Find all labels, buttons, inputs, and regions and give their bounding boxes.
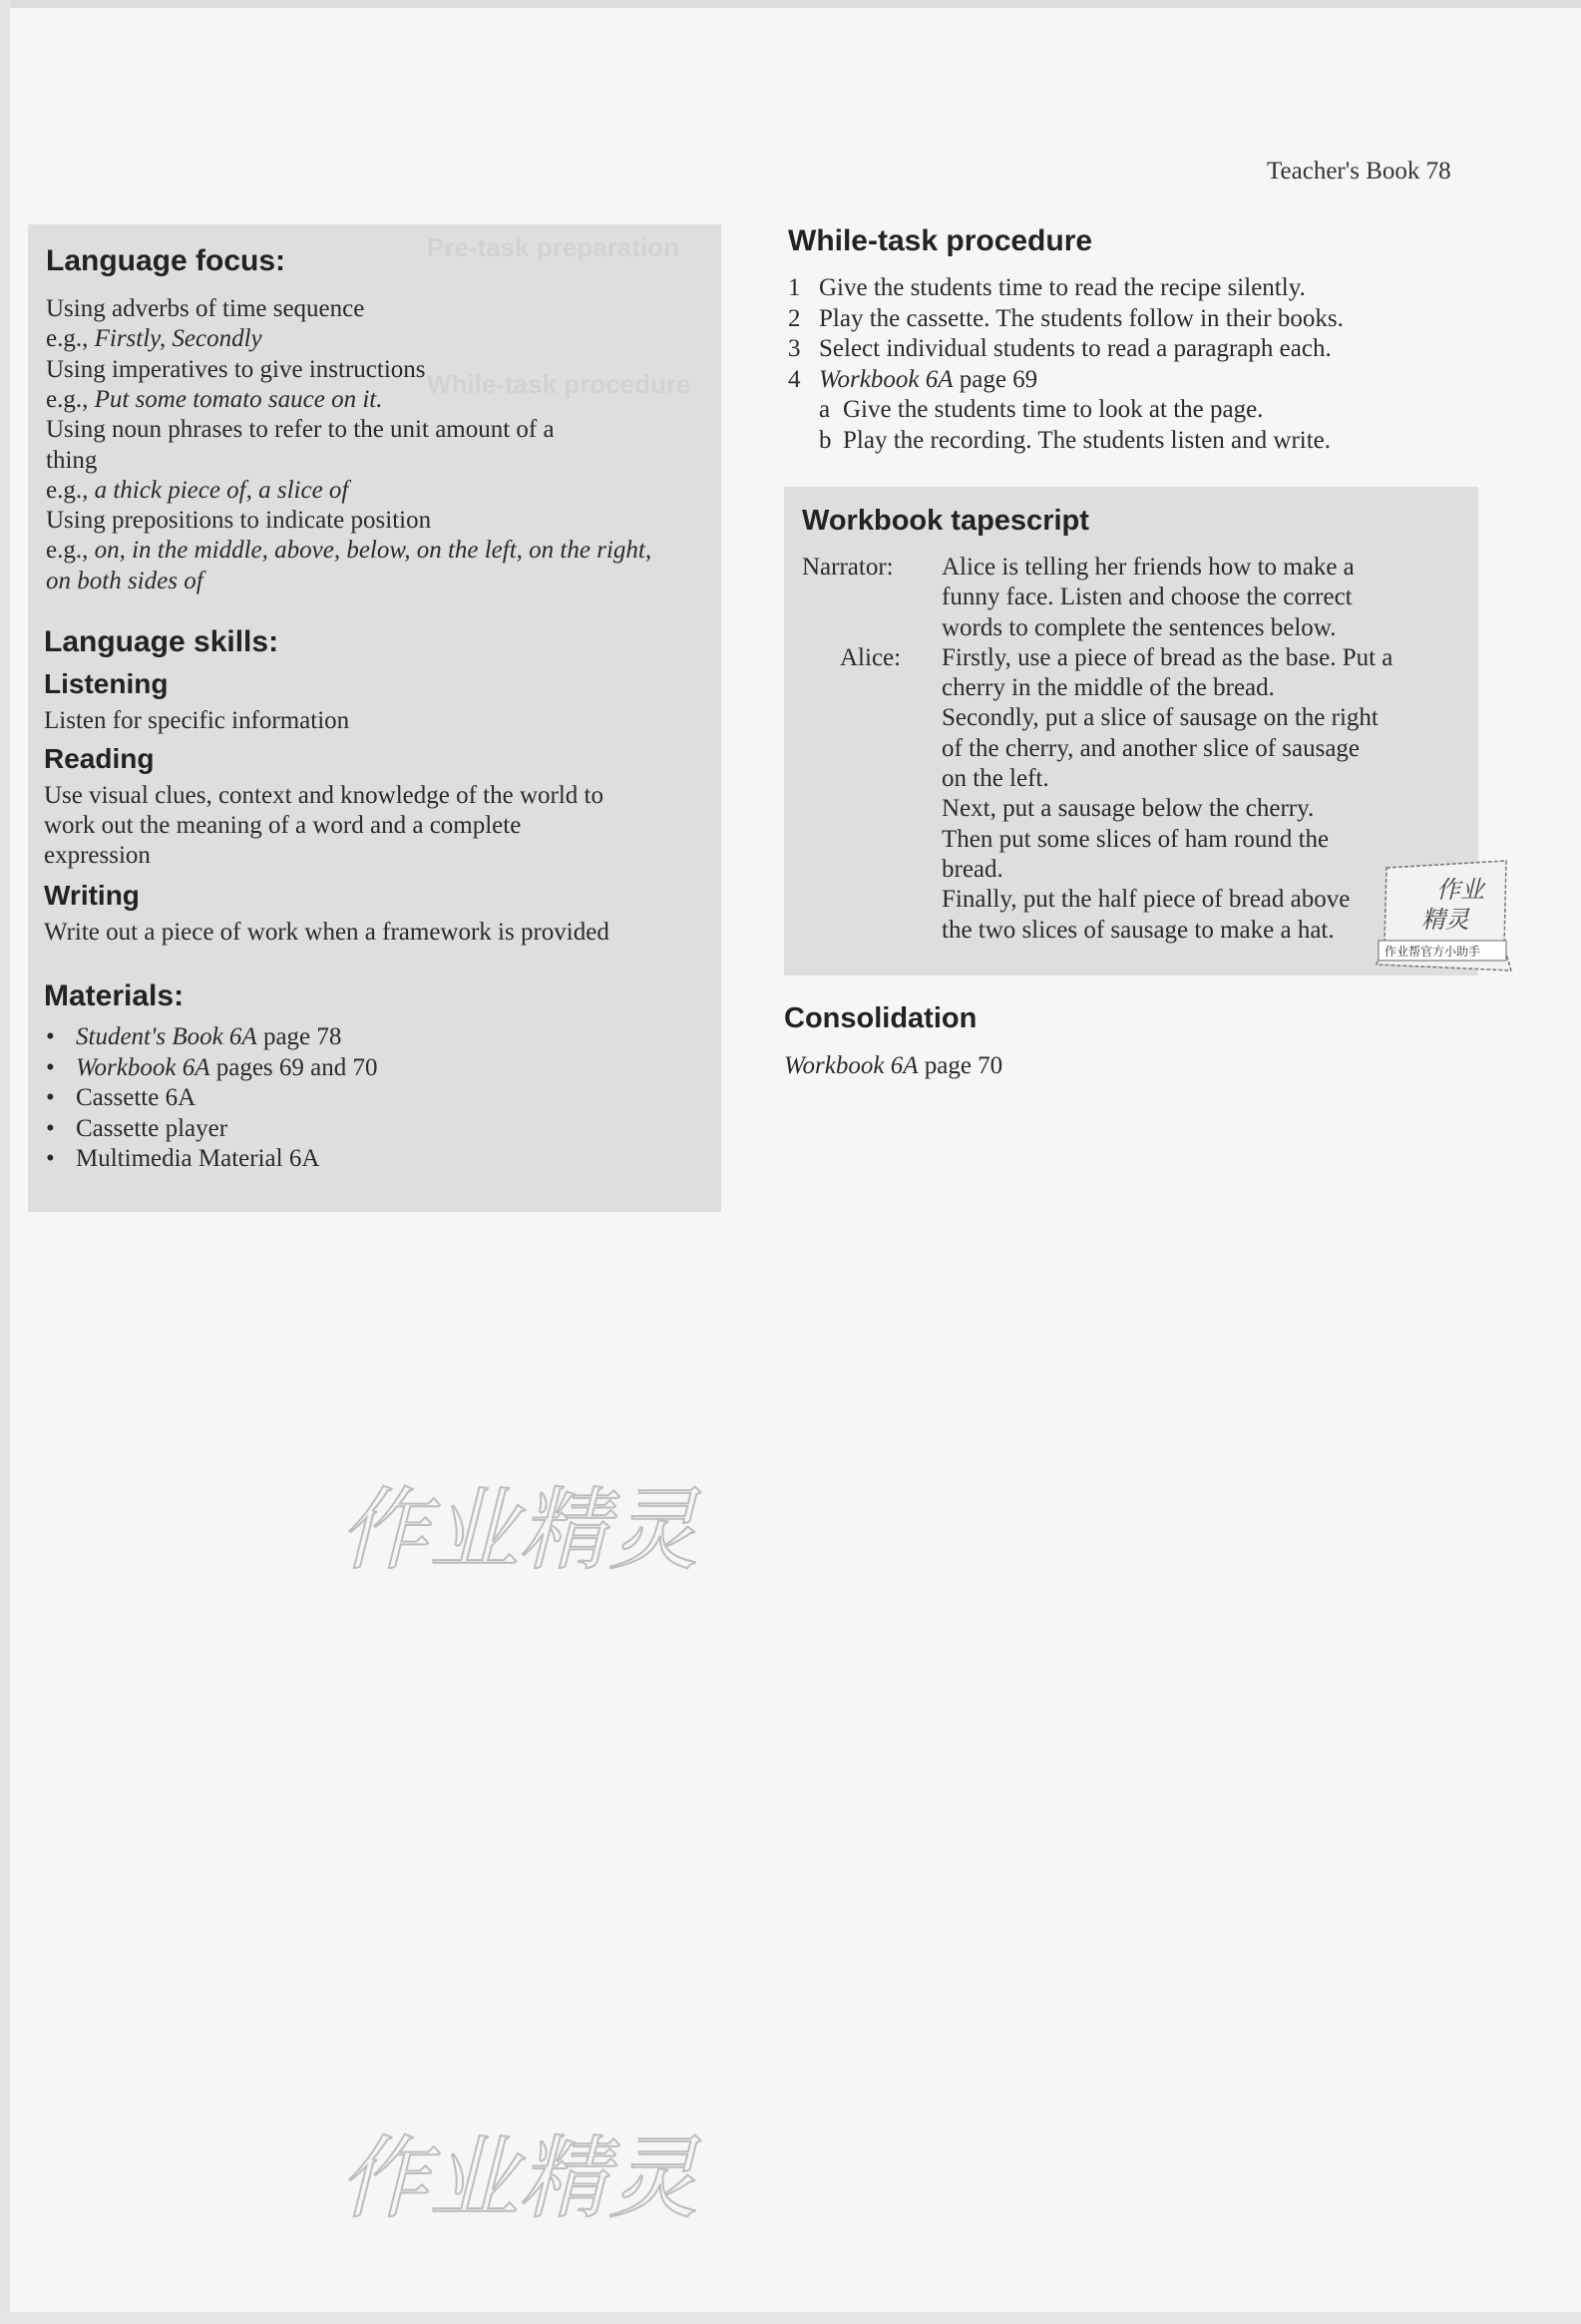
language-focus-line [46,415,724,445]
speech-text: words to complete the sentences below. [942,613,1337,641]
speech-text: Secondly, put a slice of sausage on the right [942,704,1379,732]
watermark-stamp-logo [1367,853,1516,982]
language-focus-line [46,536,724,566]
step-number: a [819,396,831,423]
materials-item [46,1144,378,1175]
consolidation-text [784,1052,1002,1080]
language-focus-line [46,476,724,506]
reading-line: expression [44,842,151,869]
language-focus-line [46,506,724,536]
step-body: Select individual students to read a paragraph each. [819,335,1332,362]
objectives-panel [28,224,721,1212]
speech-text: bread. [942,855,1003,883]
material-title: Workbook 6A [76,1053,210,1081]
speech-text: cherry in the middle of the bread. [942,674,1275,702]
consolidation-book: Workbook 6A [784,1052,919,1079]
listening-heading: Listening [44,668,169,699]
example-prefix: e.g., [46,476,95,504]
page-edge [0,0,1581,8]
example-prefix: e.g., [46,537,95,565]
svg-text:作业: 作业 [1436,876,1484,904]
speech-text: Alice is telling her friends how to make a [942,554,1355,581]
language-focus-line [46,385,724,415]
language-focus-heading: Language focus: [46,244,286,277]
materials-list [46,1022,378,1175]
step-body: page 69 [953,365,1038,393]
watermark-logo [339,2125,698,2234]
step-number: 4 [788,365,801,393]
page-edge [0,0,10,2324]
material-detail: Cassette 6A [76,1084,197,1111]
reading-line: Use visual clues, context and knowledge of the world to [44,782,603,809]
material-detail: Cassette player [76,1114,228,1142]
speech-text: of the cherry, and another slice of sausage [942,734,1361,762]
reading-heading: Reading [44,743,155,774]
materials-item [46,1053,378,1084]
step-text [819,365,1037,396]
step-text [843,426,1331,457]
material-detail: Multimedia Material 6A [76,1145,320,1172]
consolidation-page: page 70 [918,1052,1003,1079]
language-focus-line [46,355,724,385]
step-text [819,273,1306,304]
language-focus-text: a thick piece of, a slice of [94,476,349,504]
language-focus-line [46,324,724,354]
page-edge [0,2312,1581,2324]
materials-item [46,1083,378,1114]
language-focus-text: thing [46,446,98,474]
speech-text: Next, put a sausage below the cherry. [942,795,1315,823]
step-book: Workbook 6A [819,365,954,393]
step-body: Play the recording. The students listen and write. [843,426,1332,454]
watermark-logo [339,1476,698,1586]
reading-line: work out the meaning of a word and a complete [44,812,522,839]
language-focus-text: on, in the middle, above, below, on the left, on the right, [94,537,652,565]
step-body: Give the students time to look at the page. [843,396,1264,423]
listening-text: Listen for specific information [44,707,350,734]
step-body: Give the students time to read the recipe silently. [819,274,1306,301]
materials-item [46,1022,378,1053]
step-text [819,334,1332,365]
while-task-heading: While-task procedure [788,224,1093,257]
consolidation-heading: Consolidation [784,1002,978,1034]
bleed-through-text: While-task procedure [427,369,691,399]
language-focus-line [46,446,724,476]
step-text [843,395,1263,426]
speaker-label: Alice: [840,643,902,671]
language-focus-text: Firstly, Secondly [94,325,262,353]
step-number: 3 [788,335,801,362]
speech-text: on the left. [942,765,1049,793]
step-text [819,304,1344,335]
step-number: 2 [788,304,801,332]
writing-heading: Writing [44,880,140,911]
language-focus-text: Using prepositions to indicate position [46,507,432,535]
speech-text: Finally, put the half piece of bread above [942,886,1351,914]
speaker-label: Narrator: [802,554,894,581]
tapescript-heading: Workbook tapescript [802,505,1089,537]
example-prefix: e.g., [46,385,95,413]
language-focus-text: Put some tomato sauce on it. [94,385,383,413]
svg-text:作业精灵: 作业精灵 [339,1478,698,1583]
page-label: Teacher's Book 78 [1267,158,1451,185]
materials-heading: Materials: [44,979,185,1012]
language-focus-text: Using noun phrases to refer to the unit amount of a [46,416,555,444]
material-detail: page 78 [256,1023,342,1050]
step-body: Play the cassette. The students follow in their books. [819,304,1344,332]
example-prefix: e.g., [46,325,95,353]
step-number: 1 [788,274,801,301]
language-focus-line [46,567,724,596]
language-focus-text: Using imperatives to give instructions [46,355,426,383]
bleed-through-text: Pre-task preparation [427,232,679,262]
language-focus-line [46,294,724,324]
svg-text:作业精灵: 作业精灵 [339,2127,698,2231]
material-title: Student's Book 6A [76,1023,257,1050]
language-focus-text: Using adverbs of time sequence [46,295,365,322]
language-focus-text: on both sides of [46,567,203,594]
svg-text:作业帮官方小助手: 作业帮官方小助手 [1384,945,1481,959]
speech-text: Then put some slices of ham round the [942,825,1330,853]
speech-text: the two slices of sausage to make a hat. [942,916,1335,944]
material-detail: pages 69 and 70 [209,1053,378,1081]
speech-text: Firstly, use a piece of bread as the base. Put a [942,643,1393,671]
svg-text:精灵: 精灵 [1421,906,1469,934]
materials-item [46,1114,378,1145]
speech-text: funny face. Listen and choose the correct [942,583,1353,611]
language-skills-heading: Language skills: [44,625,279,658]
step-number: b [819,426,832,454]
writing-text: Write out a piece of work when a framework is provided [44,919,609,946]
